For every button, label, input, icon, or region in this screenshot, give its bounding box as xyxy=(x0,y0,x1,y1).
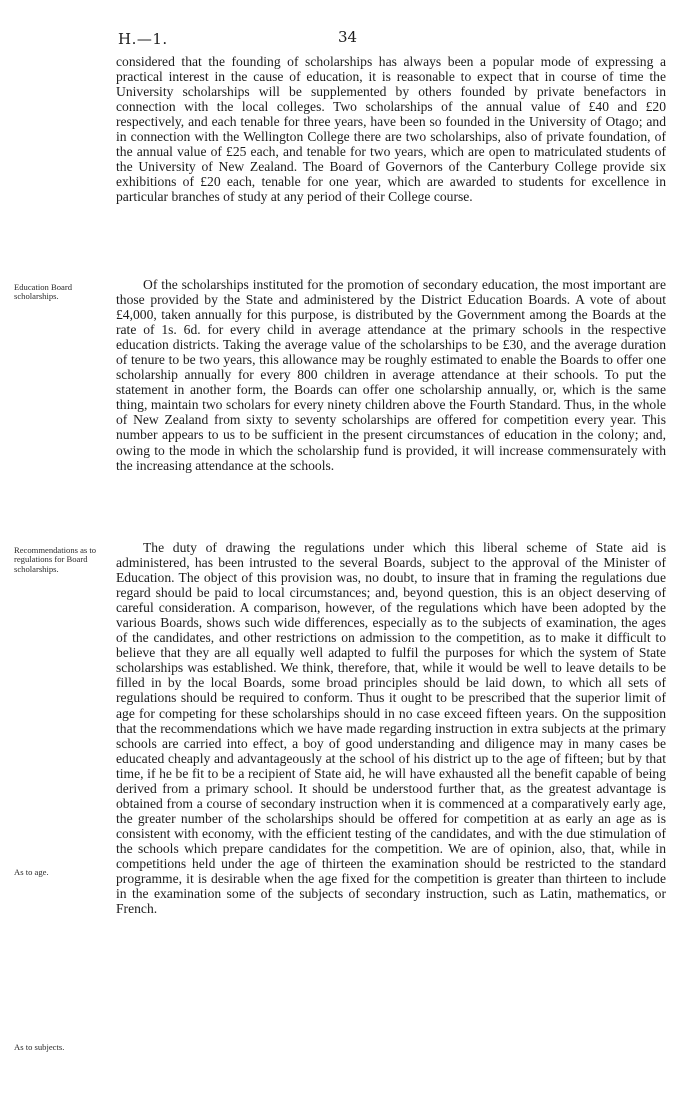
paragraph-board-scholarships: Of the scholarships instituted for the promotion of secondary education, the most important are those provided by the State and administered by the District Education Boards. A vote of about £4,000, taken annually for this purpose, is distributed by the Government among the Boards at the rate of 1s. 6d. for every child in average attendance at the primary schools in the respective education districts. Taking the average value of the scholarships to be £30, and the average duration of tenure to be two years, this allowance may be roughly estimated to enable the Boards to offer one scholarship annually for every 800 children in average attendance at their schools. To put the statement in another form, the Boards can offer one scholarship annually, or, which is the same thing, maintain two scholars for every ninety children above the Fourth Standard. Thus, in the whole of New Zealand from sixty to seventy scholarships are offered for competition every year. This number appears to us to be sufficient in the present circumstances of education in the colony; and, owing to the mode in which the scholarship fund is provided, it will increase commensurately with the increasing attendance at the schools. xyxy=(116,277,666,473)
margin-note-subjects: As to subjects. xyxy=(14,1042,65,1052)
margin-note-recommendations: Recommendations as to regulations for Board scholarships. xyxy=(14,545,97,574)
margin-note-education-board: Education Board scholarships. xyxy=(14,282,72,302)
margin-note-age: As to age. xyxy=(14,867,49,877)
page-number: 34 xyxy=(338,28,358,46)
page-reference: H.—1. xyxy=(118,30,168,48)
paragraph-continued: considered that the founding of scholarships has always been a popular mode of expressing a practical interest in the cause of education, it is reasonable to expect that in course of time the University scholarships will be supplemented by others founded by private benefactors in connection with the local colleges. Two scholarships of the annual value of £40 and £20 respectively, and each tenable for three years, have been so founded in the University of Otago; and in connection with the Wellington College there are two scholarships, also of private foundation, of the annual value of £25 each, and tenable for two years, which are open to matriculated students of the University of New Zealand. The Board of Governors of the Canterbury College provide six exhibitions of £20 each, tenable for one year, which are awarded to students for excellence in particular branches of study at any period of their College course. xyxy=(116,54,666,205)
paragraph-regulations: The duty of drawing the regulations under which this liberal scheme of State aid is administered, has been intrusted to the several Boards, subject to the approval of the Minister of Education. The object of this provision was, no doubt, to insure that in framing the regulations due regard should be paid to local circumstances; and, beyond question, this is an object deserving of careful consideration. A comparison, however, of the regulations which have been adopted by the various Boards, shows such wide differences, especially as to the subjects of examination, the ages of the candidates, and other restrictions on admission to the competition, as to make it difficult to believe that they are all equally well adapted to fulfil the purposes for which the system of State scholarships was established. We think, therefore, that, while it would be well to leave details to be filled in by the local Boards, some broad principles should be laid down, to which all sets of regulations should be required to conform. Thus it ought to be prescribed that the superior limit of age for competing for these scholarships should in no case exceed fifteen years. On the supposition that the recommendations which we have made regarding instruction in extra subjects at the primary schools are carried into effect, a boy of good understanding and diligence may in many cases be educated cheaply and advantageously at the school of his district up to the age of fifteen; but by that time, if he be fit to be a recipient of State aid, he will have exhausted all the benefit capable of being derived from a primary school. It should be understood further that, as the greatest advantage is obtained from a course of secondary instruction when it is commenced at a comparatively early age, the greater number of the scholarships should be offered for competition at as early an age as is consistent with economy, with the efficient testing of the candidates, and with the due stimulation of the schools which prepare candidates for the competition. We are of opinion, also, that, while in competitions held under the age of thirteen the examination should be restricted to the standard programme, it is desirable when the age fixed for the competition is greater than thirteen to include in the examination some of the subjects of secondary instruction, such as Latin, mathematics, or French. xyxy=(116,540,666,917)
